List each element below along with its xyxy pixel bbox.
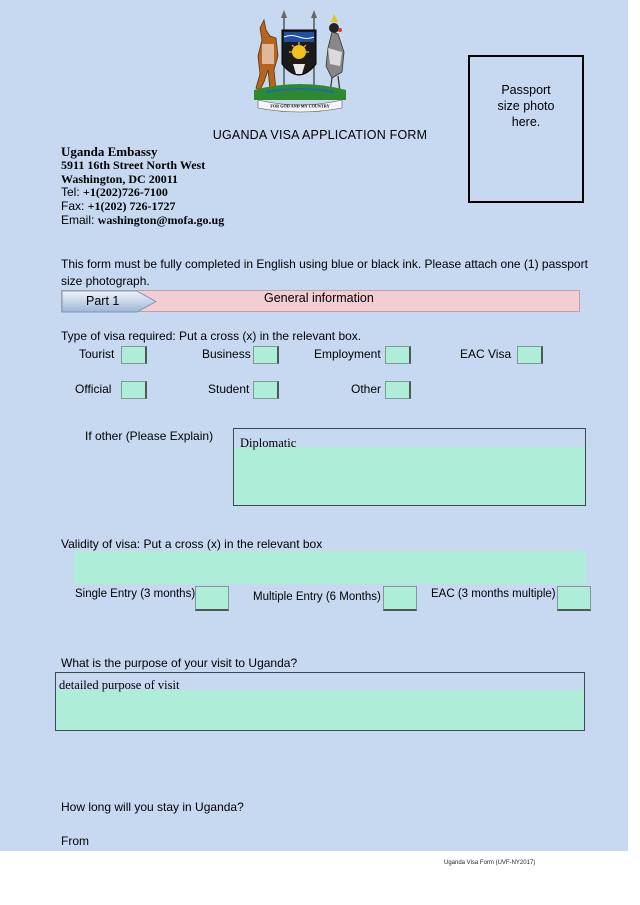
photo-text-line-1: Passport bbox=[501, 83, 551, 97]
coat-of-arms-emblem bbox=[246, 8, 354, 116]
embassy-address bbox=[61, 145, 224, 228]
from-label: From bbox=[61, 834, 89, 848]
option-other-label: Other bbox=[351, 382, 382, 396]
option-single-entry-label: Single Entry (3 months) bbox=[75, 588, 196, 600]
option-official-label: Official bbox=[75, 382, 112, 396]
embassy-name: Uganda Embassy bbox=[61, 144, 158, 159]
other-explain-fill bbox=[234, 447, 585, 505]
intro-instructions: This form must be fully completed in English using blue or black ink. Please attach one (1) passport size photograph. bbox=[61, 257, 588, 288]
purpose-fill bbox=[56, 690, 584, 730]
checkbox-multiple-entry[interactable] bbox=[383, 586, 417, 611]
embassy-tel bbox=[61, 186, 224, 200]
purpose-field[interactable] bbox=[55, 672, 585, 731]
embassy-fax bbox=[61, 200, 224, 214]
checkbox-employment[interactable] bbox=[385, 346, 411, 364]
tel-label: Tel: bbox=[61, 185, 84, 200]
option-multiple-entry-label: Multiple Entry (6 Months) bbox=[253, 591, 381, 603]
checkbox-student[interactable] bbox=[253, 381, 279, 399]
option-student-label: Student bbox=[208, 382, 250, 396]
visa-type-question: Type of visa required: Put a cross (x) in the relevant box. bbox=[61, 329, 362, 343]
checkbox-eac-multiple[interactable] bbox=[557, 586, 591, 611]
email-label: Email: bbox=[61, 212, 98, 227]
checkbox-tourist[interactable] bbox=[121, 346, 147, 364]
stay-question: How long will you stay in Uganda? bbox=[61, 800, 244, 814]
checkbox-official[interactable] bbox=[121, 381, 147, 399]
embassy-street: 5911 16th Street North West bbox=[61, 157, 206, 172]
section-title: General information bbox=[264, 291, 374, 305]
photo-text-line-2: size photo bbox=[497, 99, 555, 113]
checkbox-eac-visa[interactable] bbox=[517, 346, 543, 364]
other-explain-field[interactable] bbox=[233, 428, 586, 506]
other-explain-label: If other (Please Explain) bbox=[85, 429, 214, 443]
option-employment-label: Employment bbox=[314, 347, 381, 361]
tel-value: +1(202)726-7100 bbox=[83, 185, 168, 200]
validity-band bbox=[74, 551, 586, 584]
option-eac-multiple-label: EAC (3 months multiple) bbox=[431, 588, 556, 600]
checkbox-single-entry[interactable] bbox=[195, 586, 229, 611]
embassy-email bbox=[61, 214, 224, 228]
email-value: washington@mofa.go.ug bbox=[97, 212, 225, 227]
photo-text-line-3: here. bbox=[511, 115, 541, 129]
checkbox-other[interactable] bbox=[385, 381, 411, 399]
purpose-question: What is the purpose of your visit to Uganda? bbox=[61, 656, 298, 670]
purpose-value: detailed purpose of visit bbox=[59, 678, 180, 692]
checkbox-business[interactable] bbox=[253, 346, 279, 364]
option-business-label: Business bbox=[202, 347, 251, 361]
page-footer: Uganda Visa Form (UVF-NY2017) bbox=[444, 860, 536, 866]
validity-question: Validity of visa: Put a cross (x) in the relevant box bbox=[61, 537, 323, 551]
part-label: Part 1 bbox=[86, 294, 120, 308]
option-tourist-label: Tourist bbox=[79, 347, 115, 361]
form-title: UGANDA VISA APPLICATION FORM bbox=[212, 128, 428, 142]
emblem-motto: FOR GOD AND MY COUNTRY bbox=[270, 103, 330, 109]
other-explain-value: Diplomatic bbox=[240, 436, 297, 450]
fax-value: +1(202) 726-1727 bbox=[87, 199, 176, 214]
option-eac-visa-label: EAC Visa bbox=[460, 347, 512, 361]
fax-label: Fax: bbox=[61, 199, 88, 214]
embassy-city: Washington, DC 20011 bbox=[61, 171, 179, 186]
